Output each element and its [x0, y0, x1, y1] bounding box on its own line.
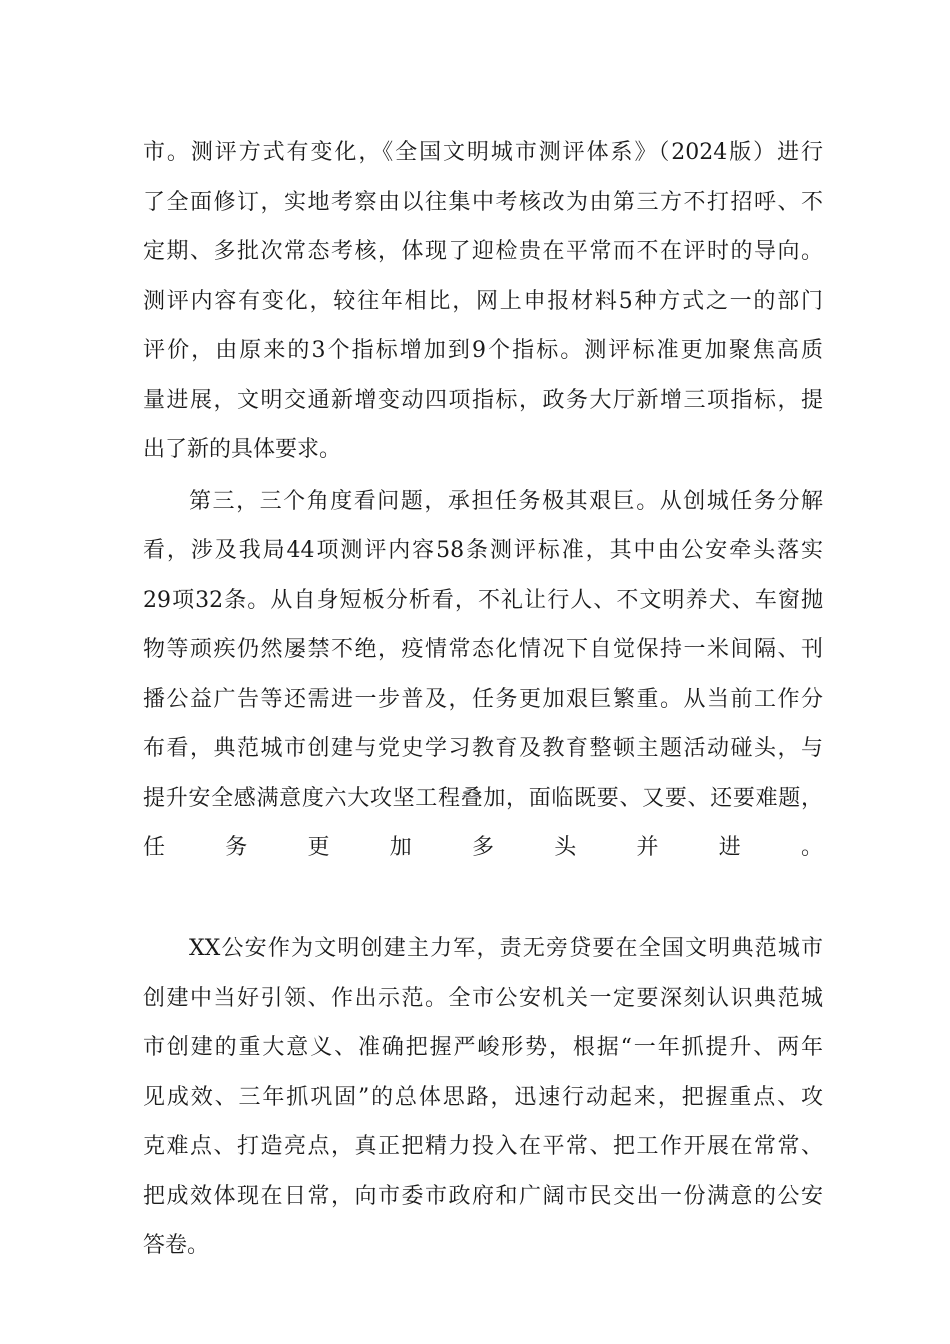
paragraph-2 — [143, 477, 823, 923]
paragraph-line: 提升安全感满意度六大攻坚工程叠加，面临既要、又要、还要难题， — [143, 785, 823, 811]
document-body — [143, 128, 823, 1271]
paragraph-line: 物等顽疾仍然屡禁不绝，疫情常态化情况下自觉保持一米间隔、刊 — [143, 637, 823, 662]
paragraph-line: 第三，三个角度看问题，承担任务极其艰巨。从创城任务分解 — [189, 488, 823, 514]
paragraph-line: 出了新的具体要求。 — [143, 437, 342, 462]
paragraph-line: 市创建的重大意义、准确把握严峻形势，根据“一年抓提升、两年 — [143, 1035, 823, 1060]
paragraph-line — [143, 873, 823, 923]
paragraph-line: 任务更加多头并进。 — [143, 835, 823, 860]
paragraph-line: 创建中当好引领、作出示范。全市公安机关一定要深刻认识典范城 — [143, 985, 823, 1011]
paragraph-line: 播公益广告等还需进一步普及，任务更加艰巨繁重。从当前工作分 — [143, 686, 823, 712]
paragraph-line: 答卷。 — [143, 1233, 210, 1258]
paragraph-line: 布看，典范城市创建与党史学习教育及教育整顿主题活动碰头，与 — [143, 736, 823, 761]
paragraph-line: 量进展，文明交通新增变动四项指标，政务大厅新增三项指标，提 — [143, 387, 823, 413]
paragraph-line: 克难点、打造亮点，真正把精力投入在平常、把工作开展在常常、 — [143, 1134, 823, 1159]
paragraph-line: 看，涉及我局44项测评内容58条测评标准，其中由公安牵头落实 — [143, 538, 823, 563]
paragraph-3 — [143, 924, 823, 1271]
paragraph-line: 把成效体现在日常，向市委市政府和广阔市民交出一份满意的公安 — [143, 1183, 823, 1209]
paragraph-line: 了全面修订，实地考察由以往集中考核改为由第三方不打招呼、不 — [143, 189, 823, 215]
paragraph-line: 测评内容有变化，较往年相比，网上申报材料5种方式之一的部门 — [143, 288, 823, 314]
paragraph-line: 见成效、三年抓巩固”的总体思路，迅速行动起来，把握重点、攻 — [143, 1084, 823, 1110]
paragraph-line: 29项32条。从自身短板分析看，不礼让行人、不文明养犬、车窗抛 — [143, 587, 823, 613]
paragraph-line: 市。测评方式有变化，《全国文明城市测评体系》（2024版）进行 — [143, 140, 823, 165]
paragraph-1 — [143, 128, 823, 475]
paragraph-line: XX公安作为文明创建主力军，责无旁贷要在全国文明典范城市 — [189, 936, 823, 961]
paragraph-line: 评价，由原来的3个指标增加到9个指标。测评标准更加聚焦高质 — [143, 338, 823, 363]
paragraph-line: 定期、多批次常态考核，体现了迎检贵在平常而不在评时的导向。 — [143, 239, 823, 264]
